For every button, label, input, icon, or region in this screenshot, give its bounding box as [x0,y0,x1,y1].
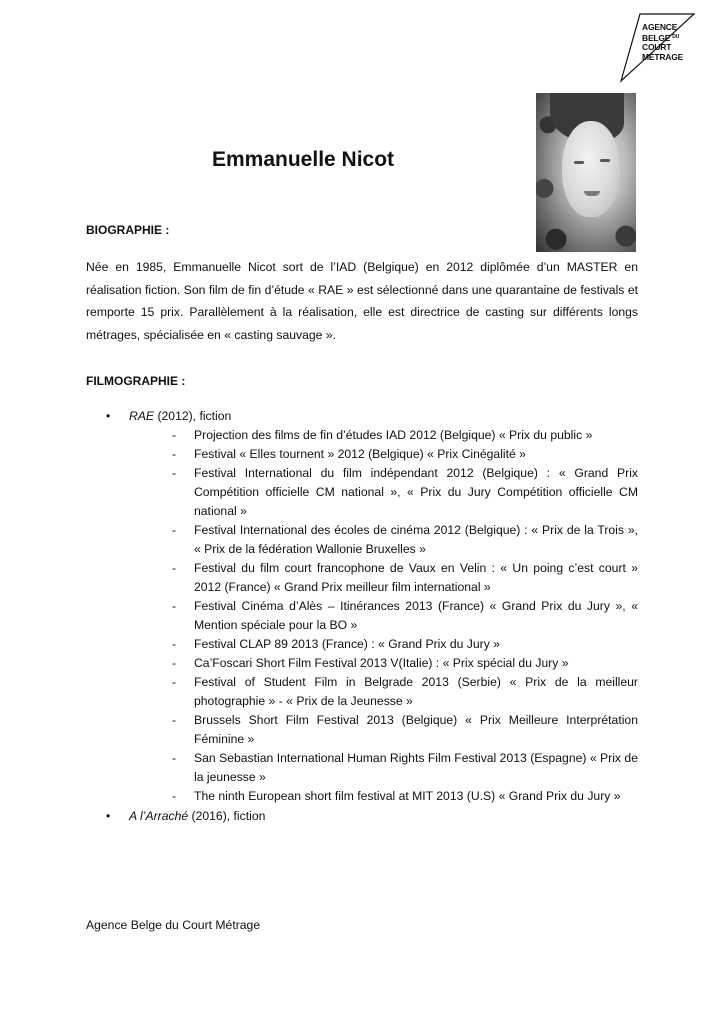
list-item: - Ca’Foscari Short Film Festival 2013 V(Italie) : « Prix spécial du Jury » [172,656,569,670]
footer-text: Agence Belge du Court Métrage [86,918,261,932]
list-item: - San Sebastian International Human Rights Film Festival 2013 (Espagne) « Prix de la jeunesse » [172,751,638,784]
biography-text: Née en 1985, Emmanuelle Nicot sort de l’IAD (Belgique) en 2012 diplômée d’un MASTER en réalisation fiction. Son film de fin d’étude « RAE » est sélectionné dans une quarantaine de festivals et remporte 15 prix. Parallèlement à la réalisation, elle est directrice de casting sur différents longs métrages, spécialisée en « casting sauvage ». [86,260,638,342]
logo-line-metrage: MÉTRAGE [642,51,684,62]
logo-line-court: COURT [642,42,672,53]
list-item: - Festival du film court francophone de Vaux en Velin : « Un poing c’est court » 2012 (France) « Grand Prix meilleur film international » [172,561,638,594]
logo-line-agence: AGENCE [642,22,678,32]
film-info: (2016), fiction [188,809,266,823]
film-title: RAE [129,409,155,423]
list-item: - The ninth European short film festival at MIT 2013 (U.S) « Grand Prix du Jury » [172,789,621,803]
page-title: Emmanuelle Nicot [212,148,395,171]
film-info: (2012), fiction [154,409,232,423]
award-list [172,426,638,806]
logo-line-du: DU [672,33,680,40]
list-item: - Festival International des écoles de cinéma 2012 (Belgique) : « Prix de la Trois », « Prix de la fédération Wallonie Bruxelles » [172,523,638,556]
filmography-heading: FILMOGRAPHIE : [86,374,186,388]
bullet-icon: • [106,809,111,823]
logo-text [642,23,683,62]
list-item: - Festival of Student Film in Belgrade 2013 (Serbie) « Prix de la meilleur photographie » - « Prix de la Jeunesse » [172,675,638,708]
list-item: - Festival CLAP 89 2013 (France) : « Grand Prix du Jury » [172,637,500,651]
list-item: - Brussels Short Film Festival 2013 (Belgique) « Prix Meilleure Interprétation Féminine » [172,713,638,746]
list-item: - Festival International du film indépendant 2012 (Belgique) : « Grand Prix Compétition officielle CM national », « Prix du Jury Compétition officielle CM national » [172,466,638,518]
film-title: A l’Arraché [129,809,189,823]
bullet-icon: • [106,409,111,423]
biography-heading: BIOGRAPHIE : [86,223,170,237]
portrait-photo [536,93,636,252]
list-item: - Festival Cinéma d’Alès – Itinérances 2013 (France) « Grand Prix du Jury », « Mention spéciale pour la BO » [172,599,638,632]
logo-line-belge: BELGE [642,32,671,43]
list-item: - Projection des films de fin d’études IAD 2012 (Belgique) « Prix du public » [172,428,593,442]
list-item: - Festival « Elles tournent » 2012 (Belgique) « Prix Cinégalité » [172,447,526,461]
agency-logo [618,12,714,84]
